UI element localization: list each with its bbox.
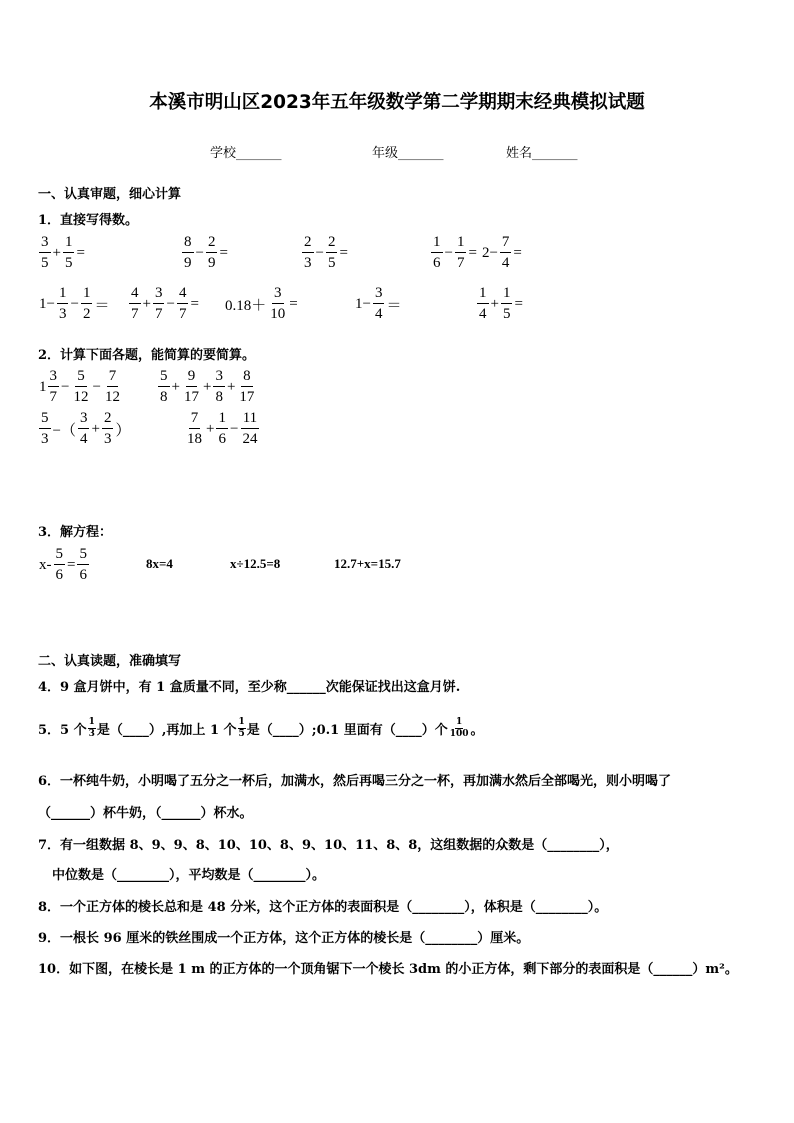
q2-expr-4: $\frac{7}{18}$ + $\frac{1}{6}$ − $\frac{11}{24}$ bbox=[187, 410, 258, 447]
school-field: 学校_______ bbox=[210, 146, 282, 161]
fraction: $\frac{1}{7}$ bbox=[456, 234, 465, 271]
grade-field: 年级_______ bbox=[372, 146, 444, 161]
fraction: $\frac{5}{8}$ bbox=[160, 368, 168, 405]
page-title: 本溪市明山区2023年五年级数学第二学期期末经典模拟试题 bbox=[149, 92, 645, 113]
fraction: $\frac{1}{2}$ bbox=[82, 285, 91, 322]
fraction: $\frac{3}{5}$ bbox=[41, 234, 49, 271]
fraction: $\frac{1}{4}$ bbox=[479, 285, 487, 322]
fraction: $\frac{2}{3}$ bbox=[103, 410, 112, 447]
q1-expr-9: 1− $\frac{3}{4}$ ＝ bbox=[355, 285, 402, 322]
fraction: $\frac{8}{9}$ bbox=[184, 234, 192, 271]
fraction: $\frac{1}{3}$ bbox=[58, 285, 67, 322]
fraction: $\frac{5}{3}$ bbox=[41, 410, 49, 447]
q1-expr-10: $\frac{1}{4}$ + $\frac{1}{5}$ = bbox=[479, 285, 523, 322]
fraction: $\frac{7}{4}$ bbox=[501, 234, 510, 271]
section1-heading: 一、认真审题，细心计算 bbox=[38, 187, 182, 202]
q3-equation-3: x÷12.5=8 bbox=[230, 556, 281, 571]
fraction: $\frac{8}{17}$ bbox=[239, 368, 255, 405]
q6-text-line1: 6．一杯纯牛奶，小明喝了五分之一杯后，加满水，然后再喝三分之一杯，再加满水然后全部喝光，则小明喝了 bbox=[38, 774, 672, 789]
fraction: $\frac{2}{9}$ bbox=[207, 234, 216, 271]
fraction: $\frac{1}{100}$ bbox=[449, 717, 469, 739]
q1-label: 1．直接写得数。 bbox=[38, 213, 139, 228]
q1-expr-1: $\frac{3}{5}$ + $\frac{1}{5}$ = bbox=[41, 234, 85, 271]
fraction: $\frac{5}{6}$ bbox=[79, 546, 87, 583]
fraction: $\frac{1}{5}$ bbox=[502, 285, 511, 322]
q8-text: 8．一个正方体的棱长总和是 48 分米，这个正方体的表面积是（________），体积是（________）。 bbox=[38, 900, 608, 915]
fraction: $\frac{5}{6}$ bbox=[55, 546, 63, 583]
q1-expr-7: $\frac{4}{7}$ + $\frac{3}{7}$ − $\frac{4}{7}$ = bbox=[131, 285, 199, 322]
fraction: $\frac{1}{6}$ bbox=[433, 234, 441, 271]
q3-label: 3．解方程： bbox=[38, 525, 113, 540]
q2-expr-3: $\frac{5}{3}$ −（ $\frac{3}{4}$ + $\frac{2}{3}$ ） bbox=[41, 410, 131, 447]
fraction: $\frac{1}{5}$ bbox=[238, 717, 245, 739]
q2-label: 2．计算下面各题，能简算的要简算。 bbox=[38, 348, 256, 363]
fraction: $\frac{3}{4}$ bbox=[79, 410, 88, 447]
fraction: $\frac{5}{12}$ bbox=[73, 368, 89, 405]
fraction: $\frac{1}{6}$ bbox=[218, 410, 226, 447]
fraction: $\frac{2}{3}$ bbox=[304, 234, 312, 271]
q5-text: 5．5 个 $\frac{1}{3}$ 是（____）,再加上 1 个 $\frac{1}{5}$ 是（____）;0.1 里面有（____）个 $\frac{1}{100}$ 。 bbox=[38, 717, 484, 739]
fraction: $\frac{9}{17}$ bbox=[183, 368, 199, 405]
fraction: $\frac{3}{10}$ bbox=[270, 285, 286, 322]
fraction: $\frac{3}{4}$ bbox=[374, 285, 383, 322]
q1-expr-3: $\frac{2}{3}$ − $\frac{2}{5}$ = bbox=[304, 234, 348, 271]
q1-expr-8: 0.18＋ $\frac{3}{10}$ = bbox=[225, 285, 298, 322]
q3-equation-4: 12.7+x=15.7 bbox=[334, 556, 401, 571]
fraction: $\frac{7}{12}$ bbox=[104, 368, 120, 405]
fraction: $\frac{4}{7}$ bbox=[178, 285, 187, 322]
fraction: $\frac{4}{7}$ bbox=[131, 285, 139, 322]
q1-expr-4: $\frac{1}{6}$ − $\frac{1}{7}$ = 2− $\frac{7}{4}$ = bbox=[433, 234, 522, 271]
name-field: 姓名_______ bbox=[506, 146, 578, 161]
fraction: $\frac{3}{8}$ bbox=[215, 368, 223, 405]
fraction: $\frac{1}{3}$ bbox=[88, 717, 95, 739]
q1-expr-6: 1− $\frac{1}{3}$ − $\frac{1}{2}$ ＝ bbox=[39, 285, 110, 322]
fraction: $\frac{3}{7}$ bbox=[154, 285, 163, 322]
q1-expr-2: $\frac{8}{9}$ − $\frac{2}{9}$ = bbox=[184, 234, 228, 271]
q7-text-line1: 7．有一组数据 8、9、9、8、10、10、8、9、10、11、8、8，这组数据的众数是（________）， bbox=[38, 838, 619, 853]
q4-text: 4．9 盒月饼中，有 1 盒质量不同，至少称______次能保证找出这盒月饼. bbox=[38, 680, 461, 695]
q10-text: 10．如下图，在棱长是 1 m 的正方体的一个顶角锯下一个棱长 3dm 的小正方体，剩下部分的表面积是（______）m²。 bbox=[38, 962, 738, 977]
section2-heading: 二、认真读题，准确填写 bbox=[38, 654, 182, 669]
q2-expr-2: $\frac{5}{8}$ + $\frac{9}{17}$ + $\frac{3}{8}$ + $\frac{8}{17}$ bbox=[160, 368, 255, 405]
fraction: $\frac{1}{5}$ bbox=[64, 234, 73, 271]
q3-equation-2: 8x=4 bbox=[146, 556, 173, 571]
fraction: $\frac{2}{5}$ bbox=[327, 234, 336, 271]
q6-text-line2: （______）杯牛奶，（______）杯水。 bbox=[38, 806, 253, 821]
q7-text-line2: 中位数是（________），平均数是（________）。 bbox=[52, 868, 326, 883]
fraction: $\frac{7}{18}$ bbox=[187, 410, 202, 447]
q9-text: 9．一根长 96 厘米的铁丝围成一个正方体，这个正方体的棱长是（________）厘米。 bbox=[38, 931, 530, 946]
fraction: $\frac{3}{7}$ bbox=[49, 368, 57, 405]
q3-equation-1: x- $\frac{5}{6}$ = $\frac{5}{6}$ bbox=[39, 546, 87, 583]
q2-expr-1: 1 $\frac{3}{7}$ − $\frac{5}{12}$ − $\frac{7}{12}$ bbox=[39, 368, 120, 405]
fraction: $\frac{11}{24}$ bbox=[242, 410, 258, 447]
